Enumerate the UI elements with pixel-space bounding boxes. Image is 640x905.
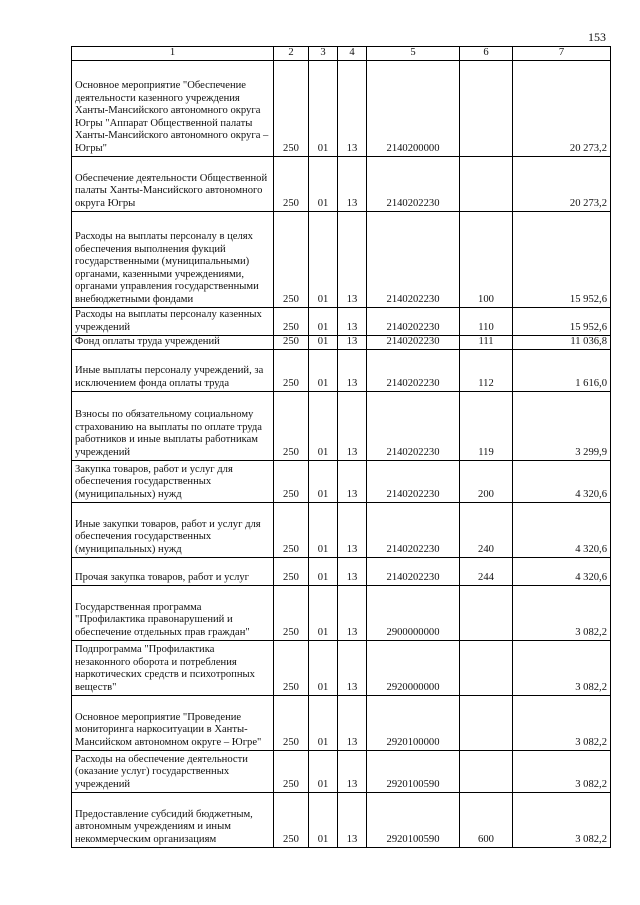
table-row	[72, 640, 611, 695]
row-section-code: 01	[309, 391, 338, 460]
row-name: Подпрограмма "Профилактика незаконного оборота и потребления наркотических средств и психотропных веществ"	[72, 640, 274, 695]
row-admin-code: 250	[274, 792, 309, 847]
row-section-code: 01	[309, 307, 338, 335]
row-amount: 3 082,2	[513, 750, 611, 792]
row-name: Основное мероприятие "Обеспечение деятельности казенного учреждения Ханты-Мансийского автономного округа Югры "Аппарат Общественной палаты Ханты-Мансийского автономного округа – Югры"	[72, 60, 274, 156]
table-row	[72, 557, 611, 585]
row-expense-type: 200	[460, 460, 513, 502]
row-amount: 3 082,2	[513, 695, 611, 750]
row-amount: 3 082,2	[513, 640, 611, 695]
table-row	[72, 349, 611, 391]
table-row	[72, 211, 611, 307]
row-amount: 3 082,2	[513, 792, 611, 847]
row-section-code: 01	[309, 349, 338, 391]
table-row	[72, 60, 611, 156]
row-section-code: 01	[309, 60, 338, 156]
row-section-code: 01	[309, 460, 338, 502]
row-name: Фонд оплаты труда учреждений	[72, 335, 274, 349]
table-row	[72, 792, 611, 847]
row-name: Прочая закупка товаров, работ и услуг	[72, 557, 274, 585]
column-header: 3	[309, 47, 338, 61]
row-admin-code: 250	[274, 211, 309, 307]
row-subsection-code: 13	[338, 750, 367, 792]
column-header: 5	[367, 47, 460, 61]
row-amount: 1 616,0	[513, 349, 611, 391]
row-expense-type: 111	[460, 335, 513, 349]
row-target-code: 2140202230	[367, 349, 460, 391]
row-target-code: 2140202230	[367, 557, 460, 585]
row-name: Иные выплаты персоналу учреждений, за исключением фонда оплаты труда	[72, 349, 274, 391]
row-section-code: 01	[309, 335, 338, 349]
table-row	[72, 156, 611, 211]
row-admin-code: 250	[274, 557, 309, 585]
row-expense-type: 100	[460, 211, 513, 307]
row-subsection-code: 13	[338, 60, 367, 156]
row-admin-code: 250	[274, 695, 309, 750]
row-name: Расходы на выплаты персоналу в целях обеспечения выполнения фукций государственными (муниципальными) органами, казенными учреждениями, органами управления государственными внебюджетными фондами	[72, 211, 274, 307]
row-target-code: 2920000000	[367, 640, 460, 695]
row-expense-type: 119	[460, 391, 513, 460]
row-subsection-code: 13	[338, 460, 367, 502]
row-admin-code: 250	[274, 335, 309, 349]
row-section-code: 01	[309, 585, 338, 640]
table-row	[72, 391, 611, 460]
row-name: Основное мероприятие "Проведение мониторинга наркоситуации в Ханты-Мансийском автономном округе – Югре"	[72, 695, 274, 750]
table-row	[72, 750, 611, 792]
row-expense-type	[460, 695, 513, 750]
row-target-code: 2140202230	[367, 156, 460, 211]
row-admin-code: 250	[274, 460, 309, 502]
row-target-code: 2140202230	[367, 460, 460, 502]
row-admin-code: 250	[274, 307, 309, 335]
row-admin-code: 250	[274, 349, 309, 391]
row-name: Закупка товаров, работ и услуг для обеспечения государственных (муниципальных) нужд	[72, 460, 274, 502]
row-subsection-code: 13	[338, 349, 367, 391]
row-expense-type: 110	[460, 307, 513, 335]
row-amount: 15 952,6	[513, 307, 611, 335]
row-target-code: 2900000000	[367, 585, 460, 640]
row-target-code: 2140202230	[367, 211, 460, 307]
row-subsection-code: 13	[338, 585, 367, 640]
row-expense-type: 600	[460, 792, 513, 847]
row-subsection-code: 13	[338, 211, 367, 307]
row-amount: 15 952,6	[513, 211, 611, 307]
row-amount: 11 036,8	[513, 335, 611, 349]
column-header: 6	[460, 47, 513, 61]
row-section-code: 01	[309, 695, 338, 750]
page-number: 153	[588, 30, 606, 44]
row-name: Государственная программа "Профилактика правонарушений и обеспечение отдельных прав граждан"	[72, 585, 274, 640]
row-subsection-code: 13	[338, 307, 367, 335]
row-admin-code: 250	[274, 585, 309, 640]
row-amount: 3 299,9	[513, 391, 611, 460]
row-subsection-code: 13	[338, 792, 367, 847]
row-expense-type	[460, 60, 513, 156]
row-target-code: 2920100590	[367, 750, 460, 792]
row-expense-type: 244	[460, 557, 513, 585]
row-target-code: 2920100590	[367, 792, 460, 847]
row-admin-code: 250	[274, 750, 309, 792]
table-row	[72, 307, 611, 335]
row-name: Расходы на обеспечение деятельности (оказание услуг) государственных учреждений	[72, 750, 274, 792]
row-amount: 3 082,2	[513, 585, 611, 640]
row-section-code: 01	[309, 156, 338, 211]
column-header: 7	[513, 47, 611, 61]
row-target-code: 2920100000	[367, 695, 460, 750]
row-name: Взносы по обязательному социальному страхованию на выплаты по оплате труда работников и иные выплаты работникам учреждений	[72, 391, 274, 460]
table-row	[72, 335, 611, 349]
table-header-row	[72, 47, 611, 61]
row-admin-code: 250	[274, 60, 309, 156]
row-amount: 20 273,2	[513, 60, 611, 156]
row-name: Предоставление субсидий бюджетным, автономным учреждениям и иным некоммерческим организациям	[72, 792, 274, 847]
row-target-code: 2140202230	[367, 335, 460, 349]
row-admin-code: 250	[274, 640, 309, 695]
table-row	[72, 585, 611, 640]
column-header: 1	[72, 47, 274, 61]
row-target-code: 2140202230	[367, 502, 460, 557]
table-row	[72, 460, 611, 502]
row-target-code: 2140202230	[367, 391, 460, 460]
row-subsection-code: 13	[338, 640, 367, 695]
row-expense-type	[460, 750, 513, 792]
row-subsection-code: 13	[338, 557, 367, 585]
row-section-code: 01	[309, 211, 338, 307]
row-expense-type	[460, 156, 513, 211]
row-amount: 4 320,6	[513, 557, 611, 585]
row-name: Иные закупки товаров, работ и услуг для обеспечения государственных (муниципальных) нужд	[72, 502, 274, 557]
row-subsection-code: 13	[338, 335, 367, 349]
row-target-code: 2140200000	[367, 60, 460, 156]
row-name: Обеспечение деятельности Общественной палаты Ханты-Мансийского автономного округа Югры	[72, 156, 274, 211]
budget-table	[71, 46, 611, 848]
row-subsection-code: 13	[338, 156, 367, 211]
row-expense-type: 240	[460, 502, 513, 557]
row-amount: 4 320,6	[513, 502, 611, 557]
column-header: 2	[274, 47, 309, 61]
column-header: 4	[338, 47, 367, 61]
row-admin-code: 250	[274, 502, 309, 557]
row-expense-type	[460, 640, 513, 695]
row-amount: 4 320,6	[513, 460, 611, 502]
row-name: Расходы на выплаты персоналу казенных учреждений	[72, 307, 274, 335]
row-target-code: 2140202230	[367, 307, 460, 335]
row-admin-code: 250	[274, 391, 309, 460]
row-amount: 20 273,2	[513, 156, 611, 211]
table-row	[72, 502, 611, 557]
row-section-code: 01	[309, 792, 338, 847]
row-section-code: 01	[309, 557, 338, 585]
row-admin-code: 250	[274, 156, 309, 211]
row-expense-type: 112	[460, 349, 513, 391]
row-section-code: 01	[309, 502, 338, 557]
row-section-code: 01	[309, 750, 338, 792]
row-expense-type	[460, 585, 513, 640]
row-section-code: 01	[309, 640, 338, 695]
row-subsection-code: 13	[338, 502, 367, 557]
table-row	[72, 695, 611, 750]
row-subsection-code: 13	[338, 391, 367, 460]
row-subsection-code: 13	[338, 695, 367, 750]
